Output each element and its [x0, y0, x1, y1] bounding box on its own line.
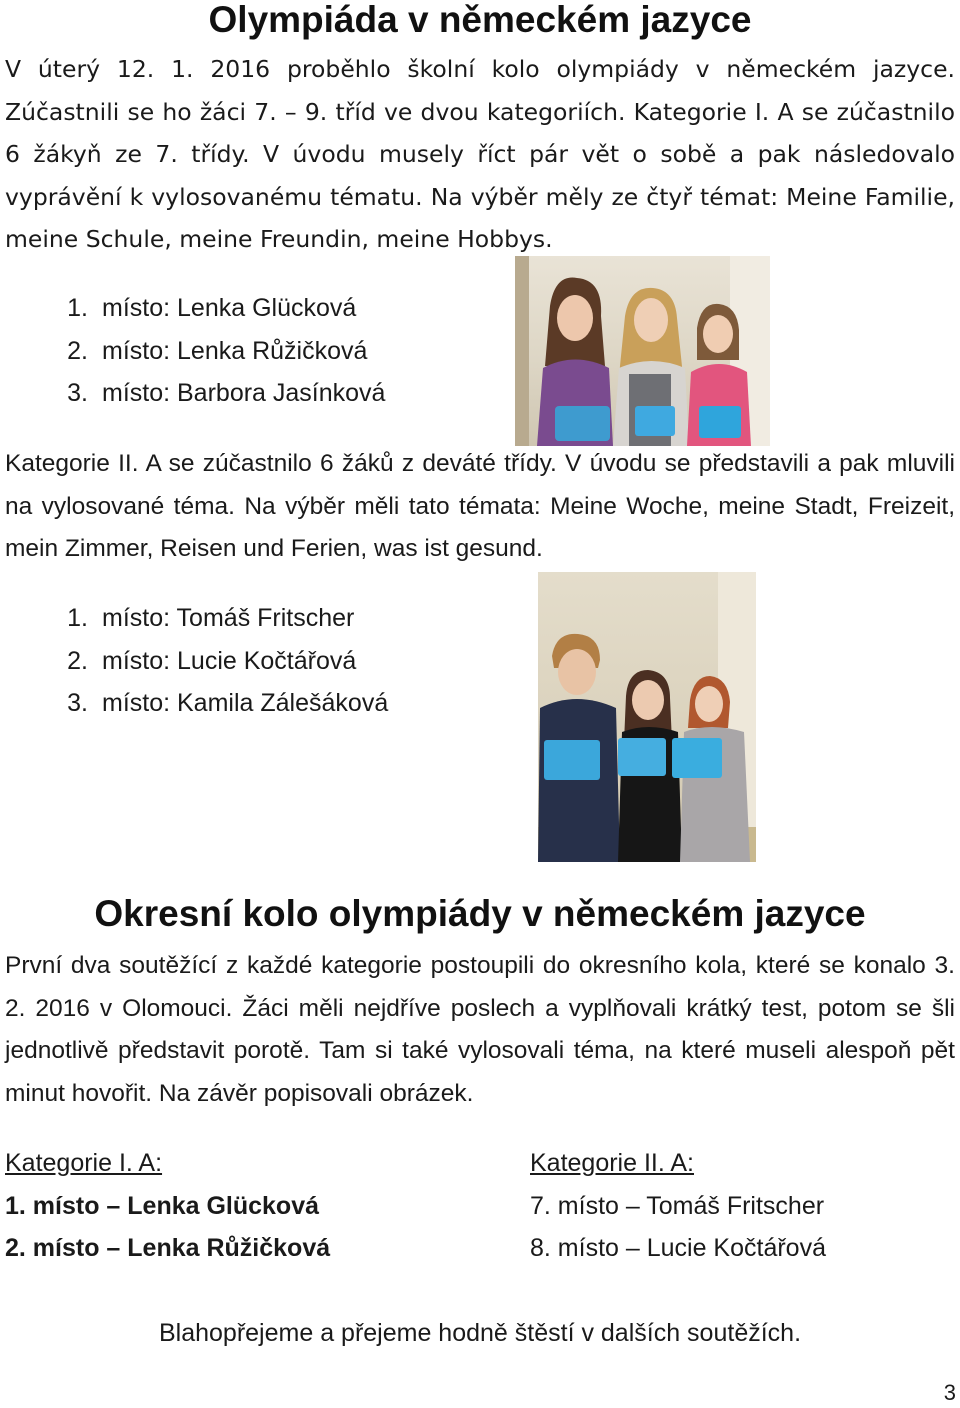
section-title-school-round: Olympiáda v německém jazyce [208, 0, 752, 40]
list-item-text: místo: Lenka Glücková [102, 294, 357, 322]
list-item-number: 3. [67, 689, 88, 717]
result-row: 2. místo – Lenka Růžičková [5, 1234, 331, 1262]
list-item-number: 1. [67, 294, 88, 322]
result-row: 8. místo – Lucie Kočtářová [530, 1234, 826, 1262]
results-heading: Kategorie I. A: [5, 1149, 163, 1177]
list-item-text: místo: Kamila Zálešáková [102, 689, 389, 717]
district-results [5, 1142, 955, 1272]
list-item [0, 330, 385, 373]
list-item-number: 1. [67, 604, 88, 632]
results-category-1 [5, 1142, 330, 1270]
list-item [0, 372, 385, 415]
list-item [0, 682, 388, 725]
section-title-district-round: Okresní kolo olympiády v německém jazyce [94, 893, 866, 934]
list-item-number: 3. [67, 379, 88, 407]
results-category-2 [530, 1142, 826, 1270]
category-2-places-list [0, 597, 388, 725]
list-item [0, 640, 388, 683]
photo-category-2-winners [538, 572, 756, 862]
list-item [0, 287, 385, 330]
result-row: 1. místo – Lenka Glücková [5, 1191, 320, 1220]
list-item-number: 2. [67, 646, 88, 675]
page-number: 3 [943, 1380, 956, 1405]
list-item-text: místo: Lucie Kočtářová [102, 646, 357, 675]
closing-message: Blahopřejeme a přejeme hodně štěstí v dalších soutěžích. [158, 1319, 802, 1347]
list-item-number: 2. [67, 336, 88, 365]
photo-category-1-winners [515, 256, 770, 446]
category-2-paragraph: Kategorie II. A se zúčastnilo 6 žáků z deváté třídy. V úvodu se představili a pak mluvili na vylosované téma. Na výběr měli tato témata: Meine Woche, meine Stadt, Freizeit, mein Zimmer, Reisen und Ferien, was ist gesund. [5, 450, 955, 562]
list-item-text: místo: Lenka Růžičková [102, 336, 368, 365]
category-1-places-list [0, 287, 385, 415]
intro-paragraph: V úterý 12. 1. 2016 proběhlo školní kolo olympiády v německém jazyce. Zúčastnili se ho žáci 7. – 9. tříd ve dvou kategoriích. Kategorie I. A se zúčastnilo 6 žákyň ze 7. třídy. V úvodu musely říct pár vět o sobě a pak následovalo vyprávění k vylosovanému tématu. Na výběr měly ze čtyř témat: Meine Familie, meine Schule, meine Freundin, meine Hobbys. [5, 55, 955, 253]
list-item-text: místo: Tomáš Fritscher [102, 604, 355, 632]
list-item [0, 597, 388, 640]
result-row: 7. místo – Tomáš Fritscher [530, 1191, 825, 1220]
district-round-paragraph: První dva soutěžící z každé kategorie postoupili do okresního kola, které se konalo 3. 2. 2016 v Olomouci. Žáci měli nejdříve poslech a vyplňovali krátký test, potom se šli jednotlivě představit porotě. Tam si také vylosovali téma, na které museli alespoň pět minut hovořit. Na závěr popisovali obrázek. [5, 952, 955, 1107]
list-item-text: místo: Barbora Jasínková [102, 379, 386, 407]
results-heading: Kategorie II. A: [530, 1149, 694, 1177]
